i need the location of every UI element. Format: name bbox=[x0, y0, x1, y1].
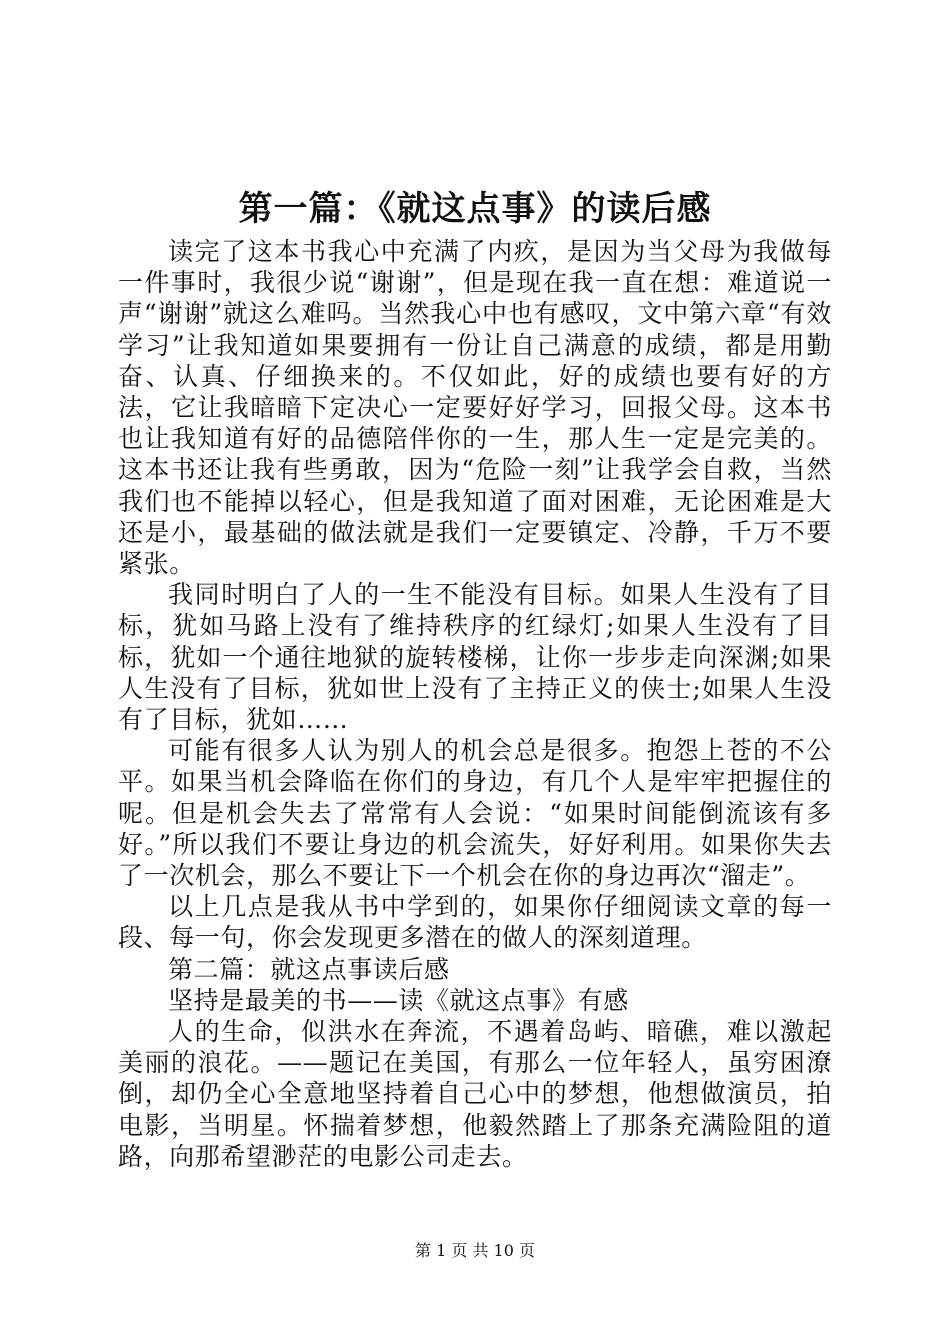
document-title: 第一篇：《就这点事》的读后感 bbox=[238, 189, 712, 229]
document-body bbox=[118, 236, 832, 1172]
paragraph-5: 人的生命，似洪水在奔流，不遇着岛屿、暗礁，难以激起美丽的浪花。——题记在美国，有那么一位年轻人，虽穷困潦倒，却仍全心全意地坚持着自己心中的梦想，他想做演员，拍电影，当明星。怀揣着梦想，他毅然踏上了那条充满险阻的道路，向那希望渺茫的电影公司走去。 bbox=[118, 1017, 832, 1171]
paragraph-1: 读完了这本书我心中充满了内疚，是因为当父母为我做每一件事时，我很少说“谢谢”，但是现在我一直在想：难道说一声“谢谢”就这么难吗。当然我心中也有感叹，文中第六章“有效学习”让我知道如果要拥有一份让自己满意的成绩，都是用勤奋、认真、仔细换来的。不仅如此，好的成绩也要有好的方法，它让我暗暗下定决心一定要好好学习，回报父母。这本书也让我知道有好的品德陪伴你的一生，那人生一定是完美的。这本书还让我有些勇敢，因为“危险一刻”让我学会自救，当然我们也不能掉以轻心，但是我知道了面对困难，无论困难是大还是小，最基础的做法就是我们一定要镇定、冷静，千万不要紧张。 bbox=[118, 237, 832, 579]
page-footer: 第 1 页 共 10 页 bbox=[415, 1241, 535, 1260]
paragraph-3: 可能有很多人认为别人的机会总是很多。抱怨上苍的不公平。如果当机会降临在你们的身边，有几个人是牢牢把握住的呢。但是机会失去了常常有人会说：“如果时间能倒流该有多好。”所以我们不要让身边的机会流失，好好利用。如果你失去了一次机会，那么不要让下一个机会在你的身边再次“溜走”。 bbox=[118, 736, 832, 891]
section-heading-2: 第二篇：就这点事读后感 bbox=[168, 954, 450, 984]
section-subtitle: 坚持是最美的书——读《就这点事》有感 bbox=[168, 985, 629, 1015]
paragraph-4: 以上几点是我从书中学到的，如果你仔细阅读文章的每一段、每一句，你会发现更多潜在的做人的深刻道理。 bbox=[118, 892, 832, 953]
paragraph-2: 我同时明白了人的一生不能没有目标。如果人生没有了目标，犹如马路上没有了维持秩序的红绿灯;如果人生没有了目标，犹如一个通往地狱的旋转楼梯，让你一步步走向深渊;如果人生没有了目标，犹如世上没有了主持正义的侠士;如果人生没有了目标，犹如…… bbox=[118, 580, 832, 735]
